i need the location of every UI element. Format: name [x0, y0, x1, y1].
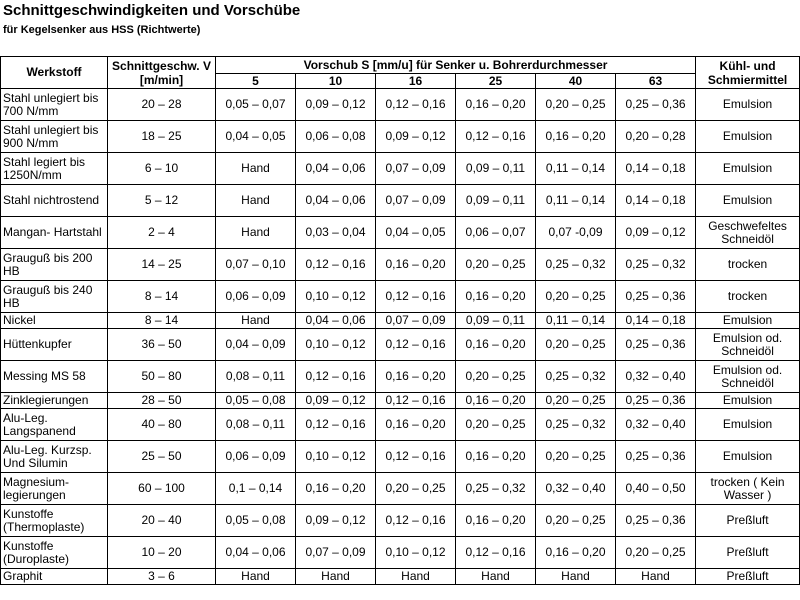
speed-cell: 60 – 100 — [108, 473, 216, 505]
feed-cell: 0,16 – 0,20 — [456, 329, 536, 361]
feed-cell: 0,07 – 0,09 — [376, 185, 456, 217]
feed-cell: Hand — [536, 569, 616, 585]
feed-cell: 0,1 – 0,14 — [216, 473, 296, 505]
feed-cell: 0,14 – 0,18 — [616, 185, 696, 217]
feed-cell: 0,25 – 0,36 — [616, 329, 696, 361]
header-diameter: 16 — [376, 74, 456, 89]
speed-cell: 10 – 20 — [108, 537, 216, 569]
cutting-data-table — [0, 56, 800, 585]
feed-cell: 0,05 – 0,07 — [216, 89, 296, 121]
feed-cell: 0,04 – 0,09 — [216, 329, 296, 361]
speed-cell: 36 – 50 — [108, 329, 216, 361]
feed-cell: 0,25 – 0,36 — [616, 441, 696, 473]
feed-cell: 0,09 – 0,12 — [616, 217, 696, 249]
feed-cell: 0,08 – 0,11 — [216, 409, 296, 441]
header-diameter: 10 — [296, 74, 376, 89]
feed-cell: 0,12 – 0,16 — [296, 249, 376, 281]
feed-cell: Hand — [456, 569, 536, 585]
feed-cell: Hand — [216, 153, 296, 185]
feed-cell: 0,07 -0,09 — [536, 217, 616, 249]
table-row — [1, 409, 800, 441]
feed-cell: 0,14 – 0,18 — [616, 153, 696, 185]
feed-cell: 0,20 – 0,25 — [536, 89, 616, 121]
table-row — [1, 89, 800, 121]
header-diameter: 25 — [456, 74, 536, 89]
feed-cell: 0,03 – 0,04 — [296, 217, 376, 249]
feed-cell: 0,14 – 0,18 — [616, 313, 696, 329]
cooling-cell: trocken ( Kein Wasser ) — [696, 473, 800, 505]
table-row — [1, 185, 800, 217]
feed-cell: 0,04 – 0,06 — [216, 537, 296, 569]
feed-cell: 0,20 – 0,25 — [376, 473, 456, 505]
cooling-cell: Emulsion — [696, 153, 800, 185]
material-cell: Nickel — [1, 313, 108, 329]
material-cell: Kunstoffe (Thermoplaste) — [1, 505, 108, 537]
page-title: Schnittgeschwindigkeiten und Vorschübe — [3, 2, 301, 19]
feed-cell: 0,07 – 0,10 — [216, 249, 296, 281]
feed-cell: 0,09 – 0,12 — [376, 121, 456, 153]
feed-cell: 0,25 – 0,36 — [616, 393, 696, 409]
feed-cell: 0,20 – 0,25 — [536, 505, 616, 537]
material-cell: Magnesium- legierungen — [1, 473, 108, 505]
feed-cell: 0,09 – 0,11 — [456, 313, 536, 329]
header-cooling: Kühl- und Schmiermittel — [696, 57, 800, 89]
feed-cell: 0,20 – 0,25 — [536, 393, 616, 409]
cooling-cell: Geschwefeltes Schneidöl — [696, 217, 800, 249]
feed-cell: 0,10 – 0,12 — [376, 537, 456, 569]
cooling-cell: Preßluft — [696, 537, 800, 569]
feed-cell: 0,09 – 0,11 — [456, 153, 536, 185]
feed-cell: 0,09 – 0,12 — [296, 89, 376, 121]
feed-cell: 0,16 – 0,20 — [536, 537, 616, 569]
feed-cell: Hand — [216, 569, 296, 585]
cooling-cell: trocken — [696, 281, 800, 313]
cooling-cell: Emulsion — [696, 185, 800, 217]
header-diameter: 40 — [536, 74, 616, 89]
feed-cell: 0,12 – 0,16 — [376, 441, 456, 473]
feed-cell: 0,20 – 0,25 — [536, 329, 616, 361]
speed-cell: 50 – 80 — [108, 361, 216, 393]
feed-cell: 0,32 – 0,40 — [616, 409, 696, 441]
feed-cell: 0,16 – 0,20 — [376, 409, 456, 441]
material-cell: Alu-Leg. Kurzsp. Und Silumin — [1, 441, 108, 473]
feed-cell: 0,11 – 0,14 — [536, 313, 616, 329]
feed-cell: Hand — [216, 185, 296, 217]
feed-cell: Hand — [616, 569, 696, 585]
table-row — [1, 473, 800, 505]
feed-cell: 0,11 – 0,14 — [536, 153, 616, 185]
feed-cell: 0,12 – 0,16 — [376, 329, 456, 361]
feed-cell: 0,10 – 0,12 — [296, 281, 376, 313]
speed-cell: 25 – 50 — [108, 441, 216, 473]
material-cell: Stahl unlegiert bis 900 N/mm — [1, 121, 108, 153]
feed-cell: 0,04 – 0,06 — [296, 185, 376, 217]
feed-cell: Hand — [376, 569, 456, 585]
speed-cell: 28 – 50 — [108, 393, 216, 409]
table-row — [1, 121, 800, 153]
feed-cell: 0,09 – 0,12 — [296, 505, 376, 537]
cooling-cell: Emulsion od. Schneidöl — [696, 361, 800, 393]
material-cell: Stahl legiert bis 1250N/mm — [1, 153, 108, 185]
feed-cell: 0,08 – 0,11 — [216, 361, 296, 393]
feed-cell: 0,10 – 0,12 — [296, 329, 376, 361]
material-cell: Stahl nichtrostend — [1, 185, 108, 217]
feed-cell: 0,25 – 0,36 — [616, 281, 696, 313]
table-row — [1, 537, 800, 569]
feed-cell: 0,06 – 0,09 — [216, 441, 296, 473]
feed-cell: 0,16 – 0,20 — [536, 121, 616, 153]
feed-cell: 0,16 – 0,20 — [376, 249, 456, 281]
feed-cell: 0,12 – 0,16 — [376, 281, 456, 313]
cooling-cell: Emulsion od. Schneidöl — [696, 329, 800, 361]
cooling-cell: Emulsion — [696, 441, 800, 473]
speed-cell: 20 – 28 — [108, 89, 216, 121]
feed-cell: 0,25 – 0,32 — [536, 361, 616, 393]
speed-cell: 14 – 25 — [108, 249, 216, 281]
material-cell: Grauguß bis 200 HB — [1, 249, 108, 281]
cooling-cell: Emulsion — [696, 313, 800, 329]
feed-cell: 0,12 – 0,16 — [376, 505, 456, 537]
feed-cell: 0,07 – 0,09 — [376, 153, 456, 185]
cooling-cell: Emulsion — [696, 409, 800, 441]
feed-cell: 0,16 – 0,20 — [456, 393, 536, 409]
feed-cell: 0,20 – 0,25 — [456, 409, 536, 441]
feed-cell: 0,12 – 0,16 — [296, 361, 376, 393]
feed-cell: 0,25 – 0,36 — [616, 89, 696, 121]
cooling-cell: Emulsion — [696, 89, 800, 121]
feed-cell: 0,06 – 0,07 — [456, 217, 536, 249]
feed-cell: 0,04 – 0,06 — [296, 153, 376, 185]
feed-cell: Hand — [216, 313, 296, 329]
cooling-cell: Preßluft — [696, 505, 800, 537]
header-diameter: 5 — [216, 74, 296, 89]
feed-cell: 0,12 – 0,16 — [296, 409, 376, 441]
cooling-cell: Emulsion — [696, 393, 800, 409]
speed-cell: 6 – 10 — [108, 153, 216, 185]
feed-cell: 0,32 – 0,40 — [616, 361, 696, 393]
feed-cell: 0,06 – 0,09 — [216, 281, 296, 313]
feed-cell: 0,07 – 0,09 — [296, 537, 376, 569]
table-row — [1, 441, 800, 473]
feed-cell: 0,25 – 0,32 — [616, 249, 696, 281]
speed-cell: 2 – 4 — [108, 217, 216, 249]
feed-cell: 0,04 – 0,06 — [296, 313, 376, 329]
cooling-cell: Preßluft — [696, 569, 800, 585]
speed-cell: 3 – 6 — [108, 569, 216, 585]
speed-cell: 18 – 25 — [108, 121, 216, 153]
feed-cell: 0,04 – 0,05 — [216, 121, 296, 153]
feed-cell: 0,25 – 0,36 — [616, 505, 696, 537]
feed-cell: 0,20 – 0,25 — [536, 281, 616, 313]
header-diameter: 63 — [616, 74, 696, 89]
material-cell: Hüttenkupfer — [1, 329, 108, 361]
feed-cell: Hand — [216, 217, 296, 249]
feed-cell: 0,20 – 0,25 — [536, 441, 616, 473]
table-row — [1, 313, 800, 329]
feed-cell: 0,09 – 0,11 — [456, 185, 536, 217]
feed-cell: 0,07 – 0,09 — [376, 313, 456, 329]
table-row — [1, 569, 800, 585]
material-cell: Stahl unlegiert bis 700 N/mm — [1, 89, 108, 121]
header-feed: Vorschub S [mm/u] für Senker u. Bohrerdurchmesser — [216, 57, 696, 74]
feed-cell: 0,16 – 0,20 — [456, 505, 536, 537]
feed-cell: Hand — [296, 569, 376, 585]
feed-cell: 0,12 – 0,16 — [456, 121, 536, 153]
material-cell: Grauguß bis 240 HB — [1, 281, 108, 313]
material-cell: Zinklegierungen — [1, 393, 108, 409]
feed-cell: 0,20 – 0,28 — [616, 121, 696, 153]
table-row — [1, 281, 800, 313]
feed-cell: 0,32 – 0,40 — [536, 473, 616, 505]
table-row — [1, 393, 800, 409]
material-cell: Mangan- Hartstahl — [1, 217, 108, 249]
speed-cell: 40 – 80 — [108, 409, 216, 441]
table-row — [1, 505, 800, 537]
feed-cell: 0,25 – 0,32 — [536, 249, 616, 281]
feed-cell: 0,25 – 0,32 — [456, 473, 536, 505]
feed-cell: 0,10 – 0,12 — [296, 441, 376, 473]
feed-cell: 0,16 – 0,20 — [456, 89, 536, 121]
speed-cell: 8 – 14 — [108, 313, 216, 329]
feed-cell: 0,11 – 0,14 — [536, 185, 616, 217]
table-row — [1, 329, 800, 361]
table-row — [1, 153, 800, 185]
cooling-cell: Emulsion — [696, 121, 800, 153]
feed-cell: 0,06 – 0,08 — [296, 121, 376, 153]
table-row — [1, 361, 800, 393]
speed-cell: 20 – 40 — [108, 505, 216, 537]
material-cell: Graphit — [1, 569, 108, 585]
feed-cell: 0,12 – 0,16 — [456, 537, 536, 569]
feed-cell: 0,12 – 0,16 — [376, 393, 456, 409]
table-body — [1, 89, 800, 585]
speed-cell: 8 – 14 — [108, 281, 216, 313]
header-speed: Schnittgeschw. V [m/min] — [108, 57, 216, 89]
feed-cell: 0,16 – 0,20 — [296, 473, 376, 505]
feed-cell: 0,05 – 0,08 — [216, 393, 296, 409]
page-subtitle: für Kegelsenker aus HSS (Richtwerte) — [3, 24, 201, 36]
table-row — [1, 249, 800, 281]
feed-cell: 0,05 – 0,08 — [216, 505, 296, 537]
feed-cell: 0,16 – 0,20 — [456, 441, 536, 473]
feed-cell: 0,16 – 0,20 — [376, 361, 456, 393]
feed-cell: 0,20 – 0,25 — [616, 537, 696, 569]
material-cell: Alu-Leg. Langspanend — [1, 409, 108, 441]
table-row — [1, 217, 800, 249]
feed-cell: 0,09 – 0,12 — [296, 393, 376, 409]
feed-cell: 0,12 – 0,16 — [376, 89, 456, 121]
feed-cell: 0,25 – 0,32 — [536, 409, 616, 441]
header-werkstoff: Werkstoff — [1, 57, 108, 89]
cooling-cell: trocken — [696, 249, 800, 281]
material-cell: Messing MS 58 — [1, 361, 108, 393]
feed-cell: 0,40 – 0,50 — [616, 473, 696, 505]
feed-cell: 0,04 – 0,05 — [376, 217, 456, 249]
feed-cell: 0,20 – 0,25 — [456, 361, 536, 393]
material-cell: Kunstoffe (Duroplaste) — [1, 537, 108, 569]
feed-cell: 0,20 – 0,25 — [456, 249, 536, 281]
speed-cell: 5 – 12 — [108, 185, 216, 217]
feed-cell: 0,16 – 0,20 — [456, 281, 536, 313]
